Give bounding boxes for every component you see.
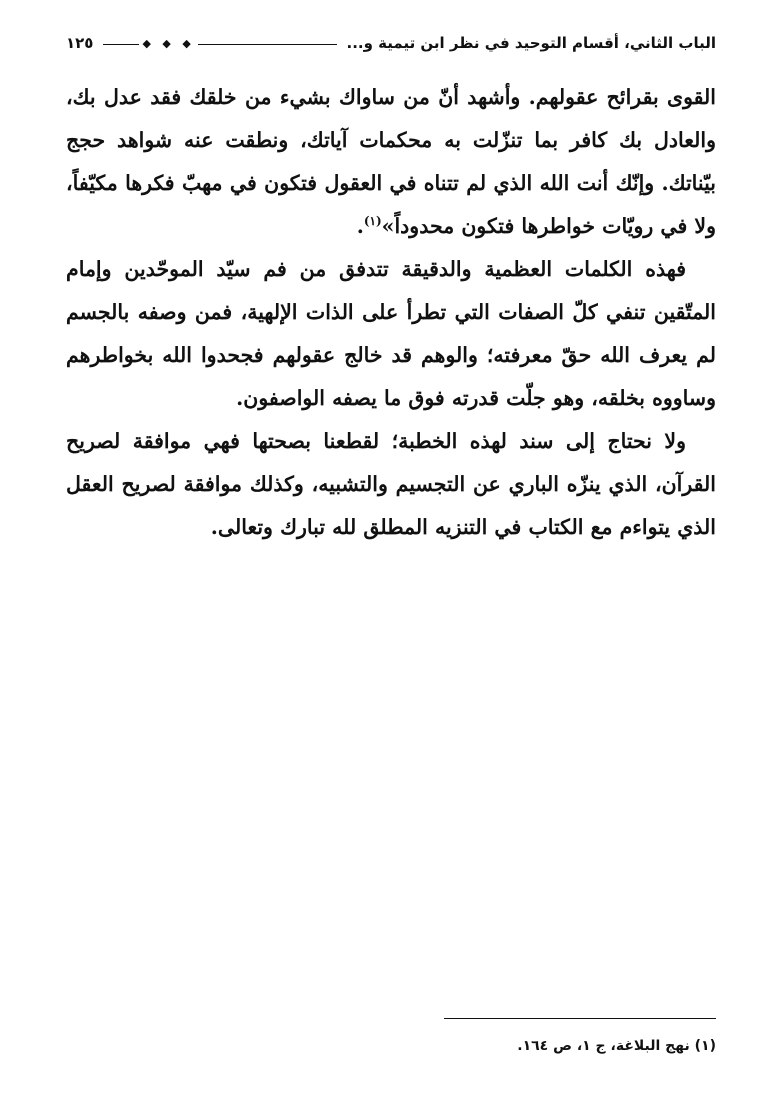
page-number: ١٢٥ bbox=[66, 34, 94, 52]
running-header bbox=[66, 26, 716, 60]
paragraph-1-text: القوى بقرائح عقولهم. وأشهد أنّ من ساواك بشيء من خلقك فقد عدل بك، والعادل بك كافر بما تنزّلت به محكمات آياتك، ونطقت عنه شواهد حجج بيّناتك. وإنّك أنت الله الذي لم تتناه في العقول فتكون في مهبّ فكرها مكيّفاً، ولا في رويّات خواطرها فتكون محدوداً» bbox=[66, 85, 716, 238]
header-rule bbox=[103, 35, 336, 51]
footnote: (١) نهج البلاغة، ج ١، ص ١٦٤. bbox=[517, 1038, 716, 1054]
paragraph-1-end: . bbox=[356, 214, 364, 238]
paragraph-1 bbox=[66, 76, 716, 248]
footnote-divider bbox=[444, 1018, 716, 1019]
header-rule-line bbox=[103, 44, 336, 45]
paragraph-2: فهذه الكلمات العظمية والدقيقة تتدفق من فم سيّد الموحّدين وإمام المتّقين تنفي كلّ الصفات التي تطرأ على الذات الإلهية، فمن وصفه بالجسم لم يعرف الله حقّ معرفته؛ والوهم قد خالج عقولهم فجحدوا الله بخواطرهم وساووه بخلقه، وهو جلّت قدرته فوق ما يصفه الواصفون. bbox=[66, 257, 716, 410]
main-text bbox=[66, 76, 716, 549]
diamond-ornament-icon: ◆ ◆ ◆ bbox=[139, 37, 197, 50]
paragraph-3: ولا نحتاج إلى سند لهذه الخطبة؛ لقطعنا بصحتها فهي موافقة لصريح القرآن، الذي ينزّه الباري عن التجسيم والتشبيه، وكذلك موافقة لصريح العقل الذي يتواءم مع الكتاب في التنزيه المطلق لله تبارك وتعالى. bbox=[66, 429, 716, 539]
running-title: الباب الثاني، أقسام التوحيد في نظر ابن تيمية و... bbox=[346, 34, 716, 52]
footnote-reference: (١) bbox=[363, 214, 382, 229]
